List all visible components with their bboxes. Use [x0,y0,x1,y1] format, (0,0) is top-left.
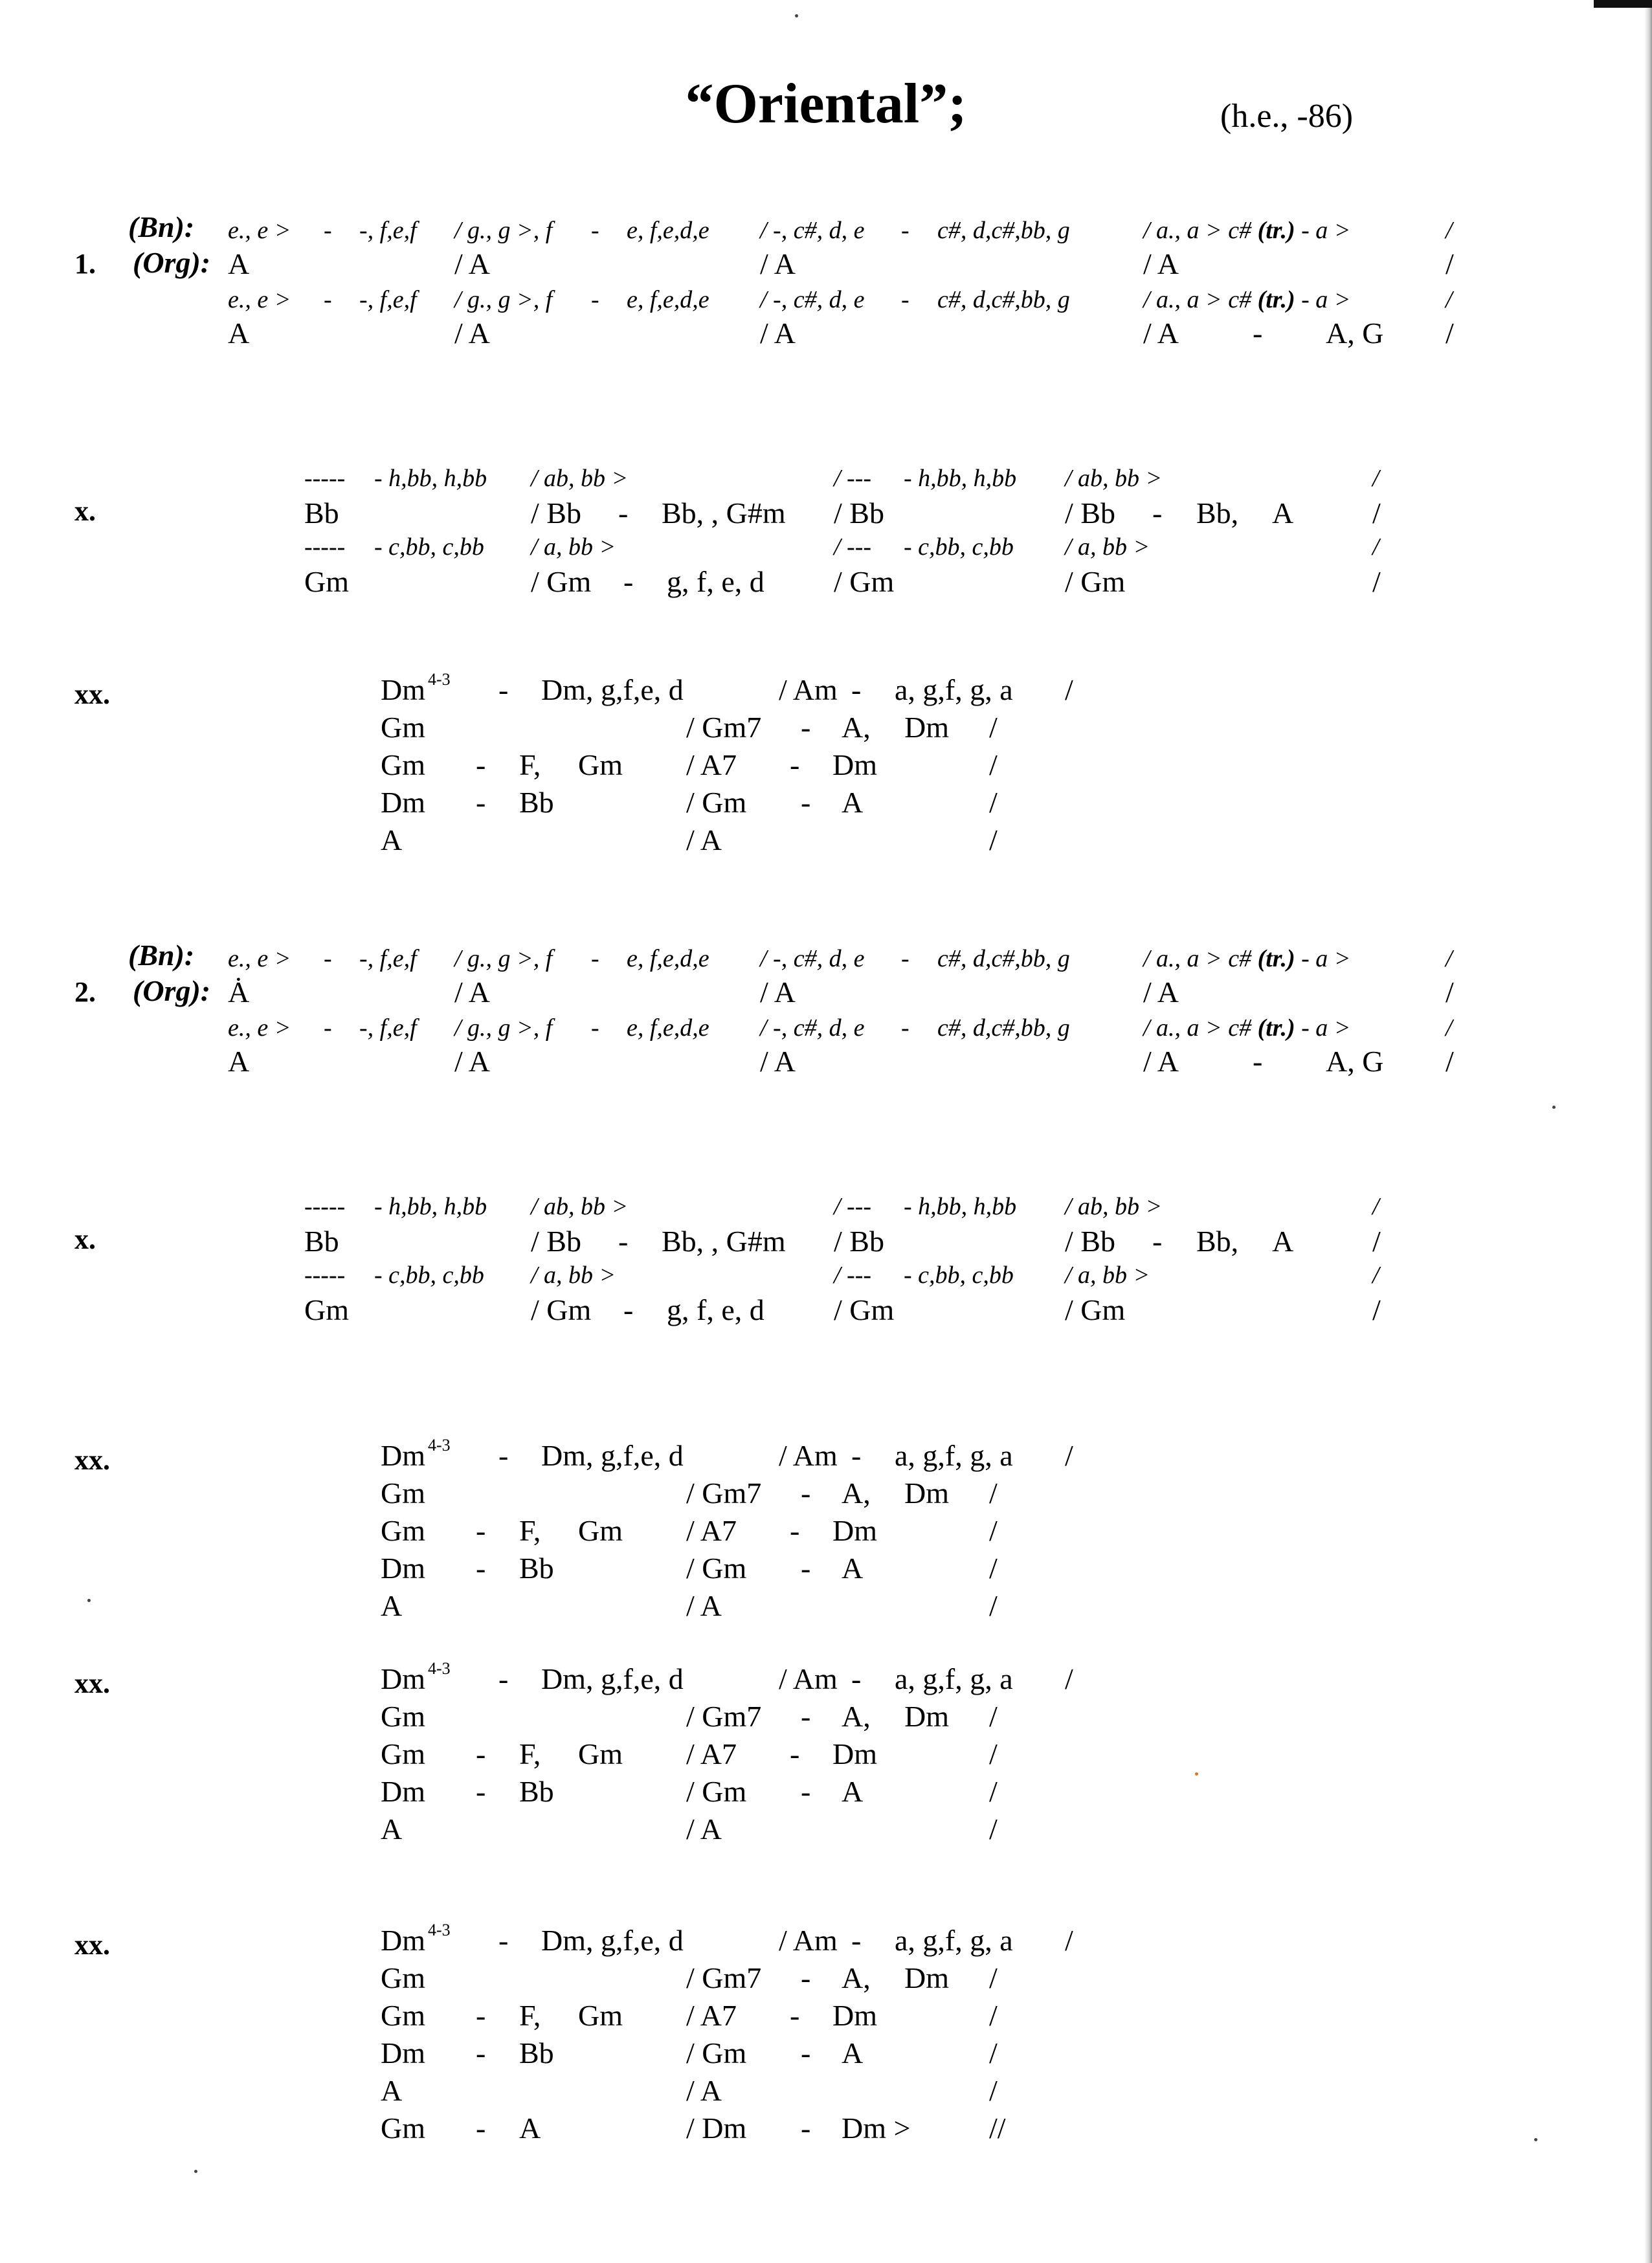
dash: - [623,1293,634,1326]
chord: Dm [381,2036,425,2069]
dash: - [790,1737,800,1770]
chord: / Gm [686,2036,747,2069]
section-label-xx: xx. [74,1444,110,1476]
barline: / [1372,533,1379,561]
dash: - [1152,496,1163,530]
melody-note: / a., a > c# (tr.) - a > [1143,1014,1351,1042]
dash: - [801,1961,811,1994]
chord: Dm $^{4-3}$ [381,670,451,706]
chord: / Gm7 [686,1477,762,1510]
xx-section-3 [0,1659,1652,1858]
chord: Dm $^{4-3}$ [381,1436,451,1472]
melody-dash: - [591,1014,599,1042]
melody-note: -, f,e,f [359,286,417,313]
barline: / [989,1999,998,2032]
dash: - [618,496,629,530]
barline: / [989,1737,998,1770]
dash: - [1152,1225,1163,1258]
melody-run: a, g,f, g, a [895,1924,1013,1957]
chord: F, [519,1514,541,1547]
chord: Bb, [1196,1225,1239,1258]
chord: / A [1143,247,1179,280]
melody-dash: / --- [834,1262,872,1289]
dash: - [476,2112,486,2145]
chord: Gm [381,711,425,744]
chord: / A [686,1589,722,1622]
melody-dash: / --- [834,465,872,492]
melody-run: Dm, g,f,e, d [541,1439,684,1472]
section-label-x: x. [74,1223,96,1255]
melody-note: / g., g >, f [454,286,553,313]
chord: Gm [381,1477,425,1510]
chord: Dm [904,711,949,744]
melody-note: / g., g >, f [454,945,553,972]
scan-speck [87,1599,91,1602]
section-label-xx: xx. [74,1929,110,1961]
melody-dash: - [901,217,910,244]
melody-note: -, f,e,f [359,1014,417,1042]
dash: - [851,673,862,706]
org-label: (Org): [133,974,211,1007]
chord: Gm [304,565,349,598]
chord: A [842,786,864,819]
chord: / Gm [834,565,895,598]
barline: / [1065,1924,1073,1957]
melody-note: e, f,e,d,e [627,945,709,972]
melody-note: e., e > [228,286,291,313]
melody-dash: / --- [834,533,872,561]
melody-note: / -, c#, d, e [760,945,865,972]
chord: / A [760,317,796,350]
chord: Gm [381,748,425,781]
dash: - [476,1775,486,1808]
melody-dash: - [901,945,910,972]
scan-speck [795,14,798,17]
chord: Bb [519,1775,554,1808]
scan-speck [1195,1772,1198,1776]
barline: / [989,1589,998,1622]
melody-run: a, g,f, g, a [895,673,1013,706]
barline: / [1372,496,1381,530]
chord: A [842,1775,864,1808]
melody-note: e., e > [228,945,291,972]
dash: - [1253,317,1263,350]
melody-note: e, f,e,d,e [627,217,709,244]
chord: Gm [381,1737,425,1770]
dash: - [801,711,811,744]
melody-note: e, f,e,d,e [627,286,709,313]
chord: A, G [1326,317,1384,350]
melody-note: - c,bb, c,bb [904,1262,1014,1289]
melody-note: - h,bb, h,bb [904,465,1017,492]
section-label-xx: xx. [74,678,110,710]
chord: A, [842,1477,871,1510]
dash: - [1253,1045,1263,1078]
chord: / Am [779,673,838,706]
chord: / Bb [1065,496,1115,530]
section-label-x: x. [74,495,96,527]
chord: A [842,1552,864,1585]
melody-dash: - [324,217,332,244]
melody-note: / -, c#, d, e [760,286,865,313]
melody-note: - c,bb, c,bb [904,533,1014,561]
chord: / A7 [686,1999,737,2032]
barline: / [1446,945,1453,972]
chord: Dm [832,1737,877,1770]
melody-dash: - [324,1014,332,1042]
chord: / Am [779,1924,838,1957]
xx-section-2 [0,1436,1652,1635]
melody-dash: - [591,286,599,313]
barline: / [1446,1014,1453,1042]
dash: - [801,1552,811,1585]
dash: - [801,1477,811,1510]
melody-dash: - [901,286,910,313]
barline: / [1372,565,1381,598]
chord: Ȧ [228,975,250,1009]
melody-note: e, f,e,d,e [627,1014,709,1042]
chord: F, [519,1999,541,2032]
chord: Dm $^{4-3}$ [381,1921,451,1957]
chord: Gm [304,1293,349,1326]
chord: Gm [578,748,623,781]
dash: - [801,1775,811,1808]
chord: A [381,823,403,856]
melody-note: - c,bb, c,bb [374,1262,484,1289]
chord: Bb, [1196,496,1239,530]
chord: / Am [779,1439,838,1472]
barline: / [1065,673,1073,706]
melody-dash: ----- [304,1262,346,1289]
melody-note: c#, d,c#,bb, g [937,217,1070,244]
song-title: “Oriental”; [685,72,967,135]
chord: / Gm [834,1293,895,1326]
chord: Bb [304,496,339,530]
chord: Bb [519,2036,554,2069]
chord: Bb [519,1552,554,1585]
dash: - [851,1662,862,1695]
author-date: (h.e., -86) [1220,98,1354,135]
barline: / [1446,975,1454,1009]
dash: - [851,1924,862,1957]
barline: / [1372,1293,1381,1326]
dash: - [801,2112,811,2145]
org-label: (Org): [133,246,211,279]
chord: Dm [381,1775,425,1808]
chord: Bb [304,1225,339,1258]
chord: A, [842,711,871,744]
melody-run: Dm, g,f,e, d [541,1924,684,1957]
scan-speck [1534,2138,1537,2141]
chord: A [1272,1225,1294,1258]
barline: / [989,1700,998,1733]
chord: A [228,317,250,350]
melody-note: - h,bb, h,bb [374,465,487,492]
barline: / [1446,286,1453,313]
chord: / A [686,1812,722,1845]
corner-mark [1594,0,1652,8]
melody-note: / ab, bb > [531,465,629,492]
chord: Dm [832,1999,877,2032]
melody-run: a, g,f, g, a [895,1662,1013,1695]
chord: Dm [832,1514,877,1547]
barline: / [989,1961,998,1994]
dash: - [498,1439,509,1472]
chord: / A [454,317,490,350]
melody-note: / ab, bb > [1065,465,1163,492]
dash: - [618,1225,629,1258]
chord: Dm [381,1552,425,1585]
final-barline: // [989,2112,1006,2145]
chord: Gm [381,1999,425,2032]
chord: / A [454,247,490,280]
dash: - [790,1999,800,2032]
chord: / A [454,975,490,1009]
dash: - [476,1514,486,1547]
melody-note: -, f,e,f [359,945,417,972]
chord: / A7 [686,1737,737,1770]
chord: A [381,1589,403,1622]
dash: - [476,748,486,781]
melody-dash: / --- [834,1193,872,1220]
melody-note: / a., a > c# (tr.) - a > [1143,945,1351,972]
melody-dash: ----- [304,533,346,561]
chord: / A [686,2074,722,2107]
chord: Gm [578,1514,623,1547]
melody-note: / g., g >, f [454,217,553,244]
melody-note: - h,bb, h,bb [374,1193,487,1220]
dash: - [851,1439,862,1472]
melody-note: -, f,e,f [359,217,417,244]
dash: - [498,673,509,706]
chord: / Bb [1065,1225,1115,1258]
chord: Dm > [842,2112,911,2145]
barline: / [989,1477,998,1510]
melody-note: / ab, bb > [1065,1193,1163,1220]
chord: Dm [904,1477,949,1510]
chord: A, [842,1961,871,1994]
verse-number: 2. [74,976,96,1008]
chord: A [228,1045,250,1078]
melody-dash: ----- [304,1193,346,1220]
chord: Gm [578,1999,623,2032]
chord: Gm [381,1514,425,1547]
barline: / [1065,1439,1073,1472]
chord: Dm [381,786,425,819]
chord: A, [842,1700,871,1733]
barline: / [989,1775,998,1808]
chord: / Gm [531,565,592,598]
melody-note: e., e > [228,1014,291,1042]
melody-note: / ab, bb > [531,1193,629,1220]
chord: A [1272,496,1294,530]
page-edge [1644,0,1652,2263]
chord: A, G [1326,1045,1384,1078]
melody-note: c#, d,c#,bb, g [937,945,1070,972]
bn-label: (Bn): [128,939,195,972]
barline: / [989,786,998,819]
chord: / Bb [834,496,884,530]
dash: - [476,786,486,819]
chord: A [228,247,250,280]
barline: / [1446,247,1454,280]
chord: / Gm7 [686,711,762,744]
dash: - [801,2036,811,2069]
dash: - [476,1552,486,1585]
melody-note: - h,bb, h,bb [904,1193,1017,1220]
barline: / [1446,317,1454,350]
melody-run: a, g,f, g, a [895,1439,1013,1472]
chord: Dm [904,1700,949,1733]
xx-section-final [0,1921,1652,2152]
chord: Gm [578,1737,623,1770]
barline: / [1372,1193,1379,1220]
chord: / Gm [686,786,747,819]
dash: - [790,748,800,781]
chord: / Gm [531,1293,592,1326]
melody-note: / g., g >, f [454,1014,553,1042]
chord: Bb, , G#m [662,1225,786,1258]
chord: / Gm [1065,565,1126,598]
dash: - [476,1737,486,1770]
chord: A [381,2074,403,2107]
barline: / [989,711,998,744]
chord: Bb, , G#m [662,496,786,530]
chord: / Bb [531,496,581,530]
dash: - [801,786,811,819]
melody-run: Dm, g,f,e, d [541,673,684,706]
barline: / [1446,217,1453,244]
barline: / [989,1514,998,1547]
dash: - [476,1999,486,2032]
chord: Dm $^{4-3}$ [381,1659,451,1695]
chord: Gm [381,1961,425,1994]
chord: / A [686,823,722,856]
melody-note: / a., a > c# (tr.) - a > [1143,217,1351,244]
chord: / Bb [531,1225,581,1258]
melody-dash: - [901,1014,910,1042]
barline: / [989,748,998,781]
chord: / A [454,1045,490,1078]
barline: / [1372,1225,1381,1258]
chord: Gm [381,1700,425,1733]
chord: / A [760,975,796,1009]
chord: / A [1143,1045,1179,1078]
chord: Bb [519,786,554,819]
chord: / Gm [1065,1293,1126,1326]
barline: / [989,823,998,856]
barline: / [989,2074,998,2107]
chord: / A [760,247,796,280]
chord: / Am [779,1662,838,1695]
melody-note: c#, d,c#,bb, g [937,286,1070,313]
chord: / Gm [686,1552,747,1585]
section-label-xx: xx. [74,1667,110,1699]
dash: - [623,565,634,598]
chord: A [381,1812,403,1845]
scan-speck [1552,1106,1556,1109]
barline: / [1065,1662,1073,1695]
chord: / Dm [686,2112,747,2145]
chord: A [519,2112,541,2145]
barline: / [989,2036,998,2069]
dash: - [801,1700,811,1733]
dash: - [790,1514,800,1547]
chord: / A [1143,317,1179,350]
chord: / A7 [686,748,737,781]
bn-label: (Bn): [128,210,195,243]
melody-note: / -, c#, d, e [760,217,865,244]
chord: Dm [904,1961,949,1994]
barline: / [1372,1262,1379,1289]
melody-note: / a, bb > [1065,533,1150,561]
chord: Dm [832,748,877,781]
chord: / A [1143,975,1179,1009]
melody-note: / -, c#, d, e [760,1014,865,1042]
dash: - [498,1662,509,1695]
chord: / Gm7 [686,1961,762,1994]
scan-speck [194,2170,197,2173]
melody-dash: ----- [304,465,346,492]
chord: / Gm [686,1775,747,1808]
dash: - [498,1924,509,1957]
chord: A [842,2036,864,2069]
barline: / [1372,465,1379,492]
chord: / A [760,1045,796,1078]
barline: / [989,1552,998,1585]
chord: / Bb [834,1225,884,1258]
chord: F, [519,748,541,781]
chord: F, [519,1737,541,1770]
melody-note: / a, bb > [1065,1262,1150,1289]
melody-run: g, f, e, d [667,565,765,598]
verse-number: 1. [74,248,96,280]
dash: - [476,2036,486,2069]
melody-note: e., e > [228,217,291,244]
chord: Gm [381,2112,425,2145]
chord: / A7 [686,1514,737,1547]
barline: / [989,1812,998,1845]
melody-dash: - [591,217,599,244]
melody-note: / a., a > c# (tr.) - a > [1143,286,1351,313]
melody-run: g, f, e, d [667,1293,765,1326]
xx-section-1 [0,670,1652,869]
melody-note: / a, bb > [531,1262,616,1289]
melody-dash: - [591,945,599,972]
melody-dash: - [324,286,332,313]
barline: / [1446,1045,1454,1078]
melody-dash: - [324,945,332,972]
melody-note: - c,bb, c,bb [374,533,484,561]
chord: / Gm7 [686,1700,762,1733]
melody-note: / a, bb > [531,533,616,561]
melody-run: Dm, g,f,e, d [541,1662,684,1695]
melody-note: c#, d,c#,bb, g [937,1014,1070,1042]
